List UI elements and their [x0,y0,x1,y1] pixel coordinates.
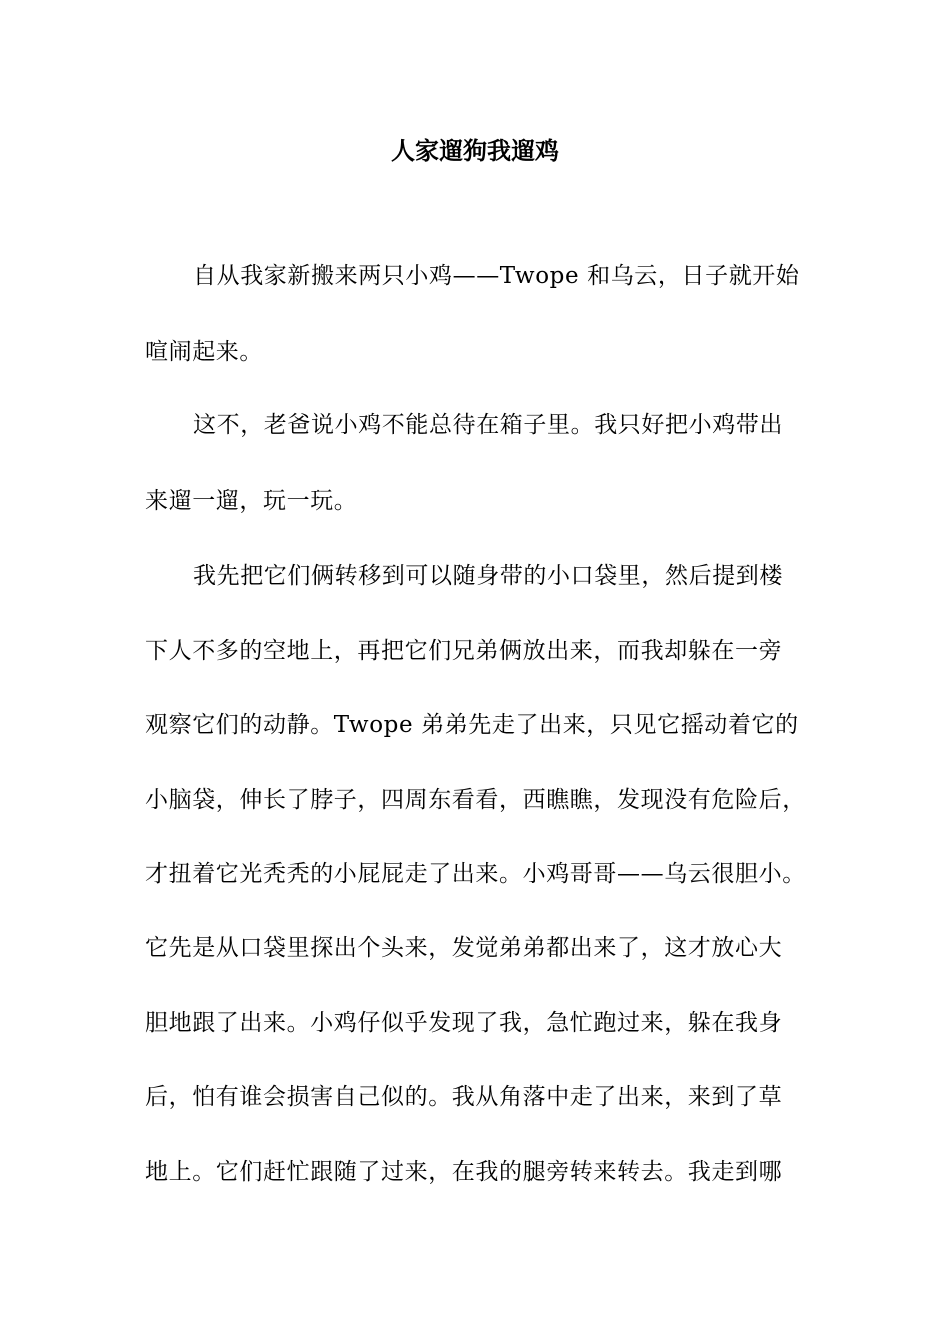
paragraph-3-line-5: 才扭着它光秃秃的小屁屁走了出来。小鸡哥哥——乌云很胆小。 [145,861,806,887]
paragraph-3-line-7: 胆地跟了出来。小鸡仔似乎发现了我，急忙跑过来，躲在我身 [145,1010,783,1036]
document-title: 人家遛狗我遛鸡 [391,137,559,165]
paragraph-1-line-2: 喧闹起来。 [145,339,263,365]
paragraph-3-line-8: 后，怕有谁会损害自己似的。我从角落中走了出来，来到了草 [145,1084,783,1110]
paragraph-1-line-1: 自从我家新搬来两只小鸡——Twope 和乌云，日子就开始 [193,263,800,289]
paragraph-2-line-1: 这不，老爸说小鸡不能总待在箱子里。我只好把小鸡带出 [193,412,783,438]
paragraph-3-line-6: 它先是从口袋里探出个头来，发觉弟弟都出来了，这才放心大 [145,935,783,961]
paragraph-3-line-1: 我先把它们俩转移到可以随身带的小口袋里，然后提到楼 [193,563,783,589]
paragraph-3-line-4: 小脑袋，伸长了脖子，四周东看看，西瞧瞧，发现没有危险后， [145,787,806,813]
paragraph-3-line-2: 下人不多的空地上，再把它们兄弟俩放出来，而我却躲在一旁 [145,638,783,664]
paragraph-3-line-9: 地上。它们赶忙跟随了过来，在我的腿旁转来转去。我走到哪 [145,1159,783,1185]
paragraph-2-line-2: 来遛一遛，玩一玩。 [145,488,358,514]
paragraph-3-line-3: 观察它们的动静。Twope 弟弟先走了出来，只见它摇动着它的 [145,712,799,738]
